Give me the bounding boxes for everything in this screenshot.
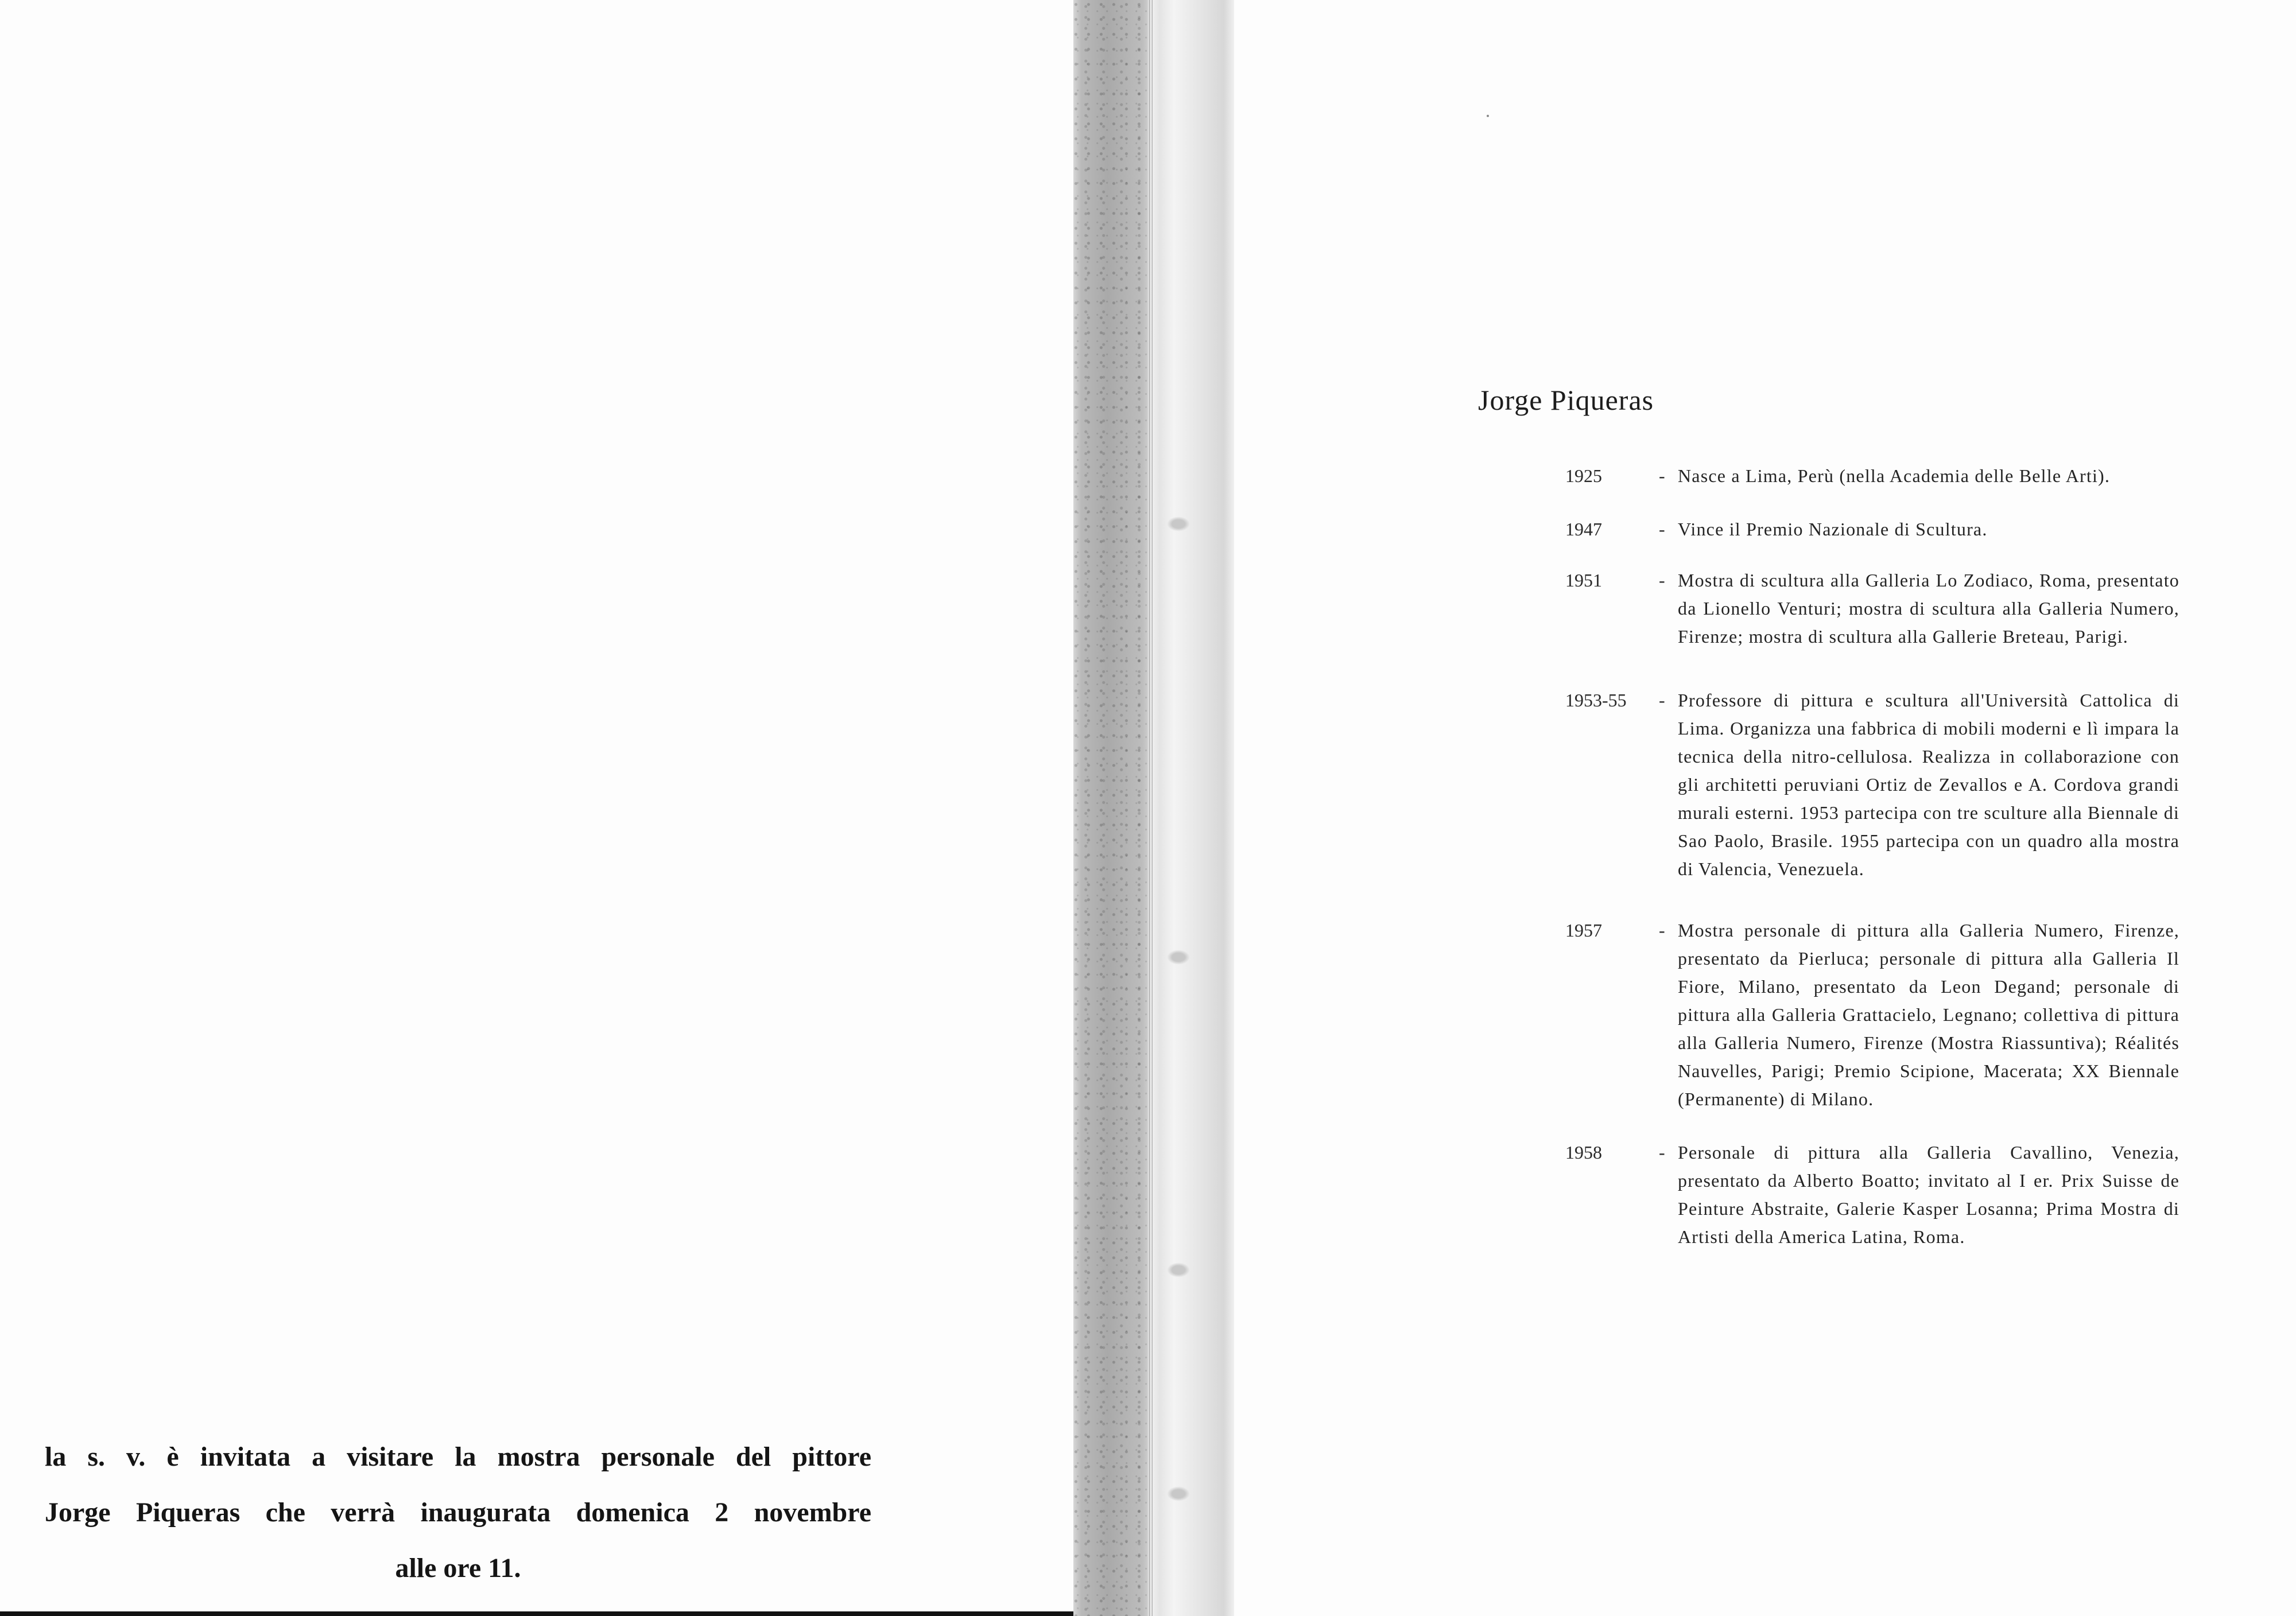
timeline-entry [1565, 686, 2179, 883]
entry-dash: - [1659, 920, 1665, 941]
page-edge-shadow [0, 1611, 1073, 1616]
spine-texture [1073, 0, 1148, 1616]
timeline-entry [1565, 515, 2179, 543]
spine-mark [1167, 1486, 1190, 1501]
entry-dash: - [1659, 570, 1665, 591]
spine-mark [1167, 516, 1190, 531]
entry-text: Vince il Premio Nazionale di Scultura. [1678, 519, 1988, 539]
invitation-line-2: Jorge Piqueras che verrà inaugurata domenica 2 novembre [45, 1497, 871, 1528]
entry-text: Personale di pittura alla Galleria Cavallino, Venezia, presentato da Alberto Boatto; invitato al I er. Prix Suisse de Peinture Abstraite, Galerie Kasper Losanna; Prima Mostra di Artisti della America Latina, Roma. [1678, 1142, 2179, 1247]
entry-year: 1925 [1565, 465, 1602, 486]
entry-text: Professore di pittura e scultura all'Università Cattolica di Lima. Organizza una fabbrica di mobili moderni e lì impara la tecnica della nitro-cellulosa. Realizza in collaborazione con gli architetti peruviani Ortiz de Zevallos e A. Cordova grandi murali esterni. 1953 partecipa con tre sculture alla Biennale di Sao Paolo, Brasile. 1955 partecipa con un quadro alla mostra di Valencia, Venezuela. [1678, 690, 2179, 879]
artist-name-heading: Jorge Piqueras [1478, 384, 1654, 416]
spine-crease [1149, 0, 1153, 1616]
paper-speck [1487, 115, 1489, 117]
entry-year: 1953-55 [1565, 690, 1627, 710]
entry-dash: - [1659, 1142, 1665, 1163]
entry-text: Nasce a Lima, Perù (nella Academia delle Belle Arti). [1678, 465, 2111, 486]
book-spine [1073, 0, 1234, 1616]
spine-mark [1167, 1262, 1190, 1277]
invitation-line-3: alle ore 11. [395, 1553, 521, 1583]
invitation-line-1: la s. v. è invitata a visitare la mostra personale del pittore [45, 1442, 871, 1472]
entry-text: Mostra personale di pittura alla Galleria Numero, Firenze, presentato da Pierluca; personale di pittura alla Galleria Il Fiore, Milano, presentato da Leon Degand; personale di pittura alla Galleria Grattacielo, Legnano; collettiva di pittura alla Galleria Numero, Firenze (Mostra Riassuntiva); Réalités Nauvelles, Parigi; Premio Scipione, Macerata; XX Biennale (Permanente) di Milano. [1678, 920, 2179, 1109]
entry-year: 1958 [1565, 1142, 1602, 1163]
timeline-entry [1565, 462, 2179, 490]
entry-dash: - [1659, 465, 1665, 486]
left-page [0, 0, 1073, 1616]
timeline-entry [1565, 1139, 2179, 1251]
entry-dash: - [1659, 519, 1665, 539]
entry-dash: - [1659, 690, 1665, 710]
spine-mark [1167, 950, 1190, 965]
timeline-entry [1565, 916, 2179, 1113]
entry-year: 1951 [1565, 570, 1602, 591]
invitation-text [45, 1429, 871, 1596]
biography-timeline [1565, 462, 2179, 1280]
entry-year: 1957 [1565, 920, 1602, 941]
entry-text: Mostra di scultura alla Galleria Lo Zodiaco, Roma, presentato da Lionello Venturi; mostra di scultura alla Galleria Numero, Firenze; mostra di scultura alla Gallerie Breteau, Parigi. [1678, 570, 2179, 647]
timeline-entry [1565, 566, 2179, 651]
entry-year: 1947 [1565, 519, 1602, 539]
